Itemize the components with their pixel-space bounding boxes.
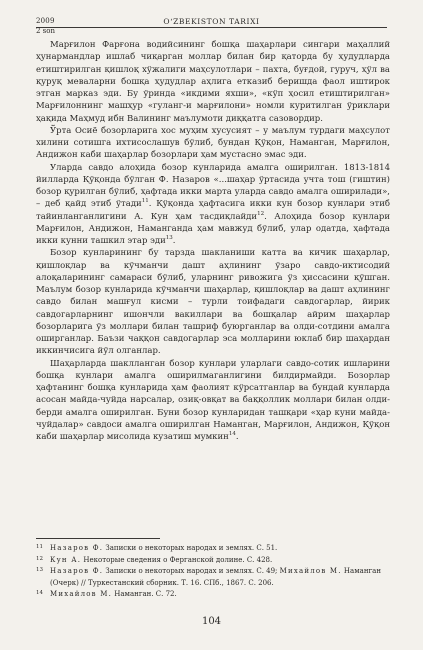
paragraph-text: Уларда савдо алоҳида бозор кунларида амалга оширилган. 1813-1814 йилларда Қўқонда бўлган Ф. Назаров «...шаҳар ўртасида учта тош (гиштин) бозор қурилган бўлиб, ҳафтада икки марта уларда савдо амалга оширилади», – деб қайд этиб ўтади <box>36 162 390 210</box>
footnote <box>36 589 390 601</box>
footnote <box>36 566 390 589</box>
paragraph-text: Бозор кунларининг бу тарзда шакланиши катта ва кичик шаҳарлар, қишлоқлар ва кўчманчи дашт аҳлининг ўзаро савдо-иктисодий алоқаларининг самараси бўлиб, уларнинг ривожига ўз ҳиссасини қўшган. Маълум бозор кунларида кўчманчи шаҳарлар, қишлоқлар ва дашт аҳлининг савдо билан машғул кисми – турли тоифадаги савдогарлар, йирик савдогарларнинг ишончли вакиллари ва бошқалар айрим шаҳарлар бозорларига ўз моллари билан ташриф буюрганлар ва олди-сотдини амалга оширганлар. Баъзи чаққон савдогарлар эса молларини юклаб бир шаҳардан иккинчисига йўл олганлар. <box>36 248 390 357</box>
footnote-number: 11 <box>36 544 43 550</box>
footnote-author: Кун А. <box>50 555 82 564</box>
footnote-text: Наманган. С. 72. <box>112 590 177 599</box>
article-body <box>36 39 390 443</box>
paragraph-text: . <box>172 236 176 246</box>
paragraph-text: Марғилон Фарғона водийсининг бошқа шаҳарлари сингари маҳаллий ҳунармандлар ишлаб чиқарган моллар билан бир қаторда бу ҳудудларда етиштирилган қишлоқ хўжалиги маҳсулотлари – пахта, буғдой, гуруч, ҳўл ва қуруқ меваларни бошқа ҳудудлар аҳлига етказиб беришда фаол иштирок этган марказ эди. Бу ўринда «икдими яхши», «кўп ҳосил етиштирилган» Марғилоннинг машҳур «гуланг-и марғилони» номли куритилган ўриклари ҳақида Маҳмуд ибн Валининг маълумоти диққатга сазовордир. <box>36 40 390 124</box>
footnote-text: Некоторые сведения о Ферганской долине. С. 428. <box>81 555 273 564</box>
footnote-text: Записки о некоторых народах и землях. С. 49; <box>103 567 280 576</box>
body-paragraph <box>36 39 390 125</box>
footnote-author: Назаров Ф. <box>50 544 104 552</box>
header-rule <box>36 27 387 28</box>
footnote-number: 14 <box>36 590 43 597</box>
footnote-author: Михайлов М. <box>50 590 113 599</box>
body-paragraph <box>36 247 390 357</box>
paragraph-text: . Алоҳида бозор кунлари Марғилон, Андижон, Наманганда ҳам мавжуд бўлиб, улар одатда, ҳафтада икки кунни ташкил этар эди <box>36 211 391 246</box>
footnote-text: Записки о некоторых народах и землях. С. 51. <box>103 544 278 552</box>
footnote <box>36 543 390 555</box>
footnote-number: 12 <box>36 555 43 562</box>
footnote-text: Наманган (Очерк) // Туркестанский сборник. Т. 16. СПб., 1867. С. 206. <box>50 567 381 587</box>
footnote-ref: 14 <box>228 431 236 438</box>
body-paragraph <box>36 162 390 248</box>
header-year: 2009 <box>36 17 55 25</box>
paragraph-text: Ўрта Осиё бозорларига хос муҳим хусусият – у маълум турдаги маҳсулот хилини сотишга ихтисослашув бўлиб, бундан Қўқон, Наманган, Марғилон, Андижон каби шаҳарлар бозорлари ҳам мустасно эмас эди. <box>36 125 390 161</box>
footnote-author: Михайлов М. <box>279 567 342 576</box>
footnote-ref: 13 <box>165 235 173 242</box>
footnote-number: 13 <box>36 567 43 574</box>
footnote-rule <box>36 538 160 539</box>
footnote-ref: 12 <box>257 210 265 217</box>
body-paragraph <box>36 358 390 444</box>
footnotes <box>36 543 390 601</box>
paragraph-text: Шаҳарларда шаклланган бозор кунлари уларлаги савдо-сотик ишларини бошқа кунлари амалга оширилмаганлигини билдирмайди. Бозорлар ҳафтанинг бошқа кунларида ҳам фаолият кўрсатганлар ва бундай кунларда асосан майда-чуйда нарсалар, озиқ-овқат ва баққоллик моллари билан олди-берди амалга оширилган. Буни бозор кунларидан ташқари «ҳар куни майда-чуйдалар» савдоси амалга оширилган Наманган, Марғилон, Андижон, Қўқон каби шаҳарлар мисолида кузатиш мумкин <box>36 358 390 442</box>
header-issue: 2 son <box>36 27 55 35</box>
paragraph-text: . <box>235 432 239 442</box>
footnote <box>36 555 390 567</box>
footnote-author: Назаров Ф. <box>50 567 104 576</box>
body-paragraph <box>36 125 390 162</box>
journal-title: O‘ZBEKISTON TARIXI <box>163 17 260 26</box>
paragraph-text: . Қўқонда ҳафтасига икки кун бозор кунлари этиб тайинланганлигини А. Кун ҳам тасдиқлайди <box>36 199 390 222</box>
footnote-ref: 11 <box>141 198 149 205</box>
page-number: 104 <box>201 616 222 627</box>
